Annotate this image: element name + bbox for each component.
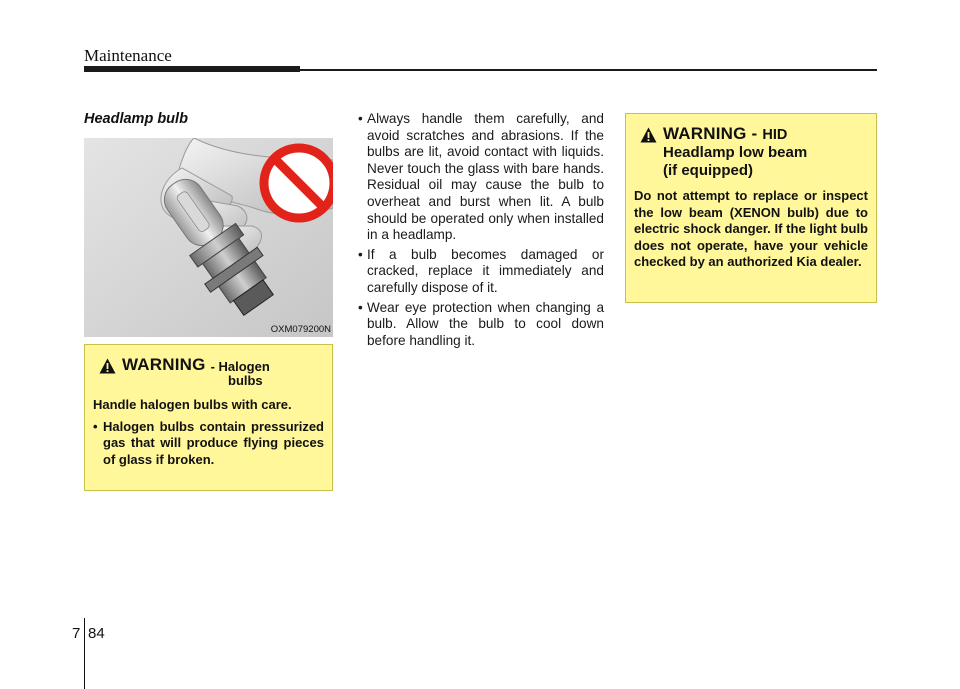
chapter-number: 7: [72, 625, 81, 642]
warning-hid-box: [625, 113, 877, 303]
list-item: • Always handle them carefully, and avoid scratches and abrasions. If the bulbs are lit, avoid contact with liquids. Never touch the glass with bare hands. Residual oil may cause the bulb to overheat and burst when lit. A bulb should be operated only when installed in a headlamp.: [358, 111, 604, 243]
list-item: • If a bulb becomes damaged or cracked, replace it immediately and carefully dispose of it.: [358, 246, 604, 295]
warning-halogen-header: [93, 355, 324, 375]
warning-hid-title-line2: Headlamp low beam: [663, 144, 808, 161]
photo-code: OXM079200N: [270, 324, 331, 335]
warning-halogen-bullet-text: Halogen bulbs contain pressurized gas that will produce flying pieces of glass if broken.: [103, 418, 324, 467]
warning-triangle-icon: [99, 358, 116, 374]
warning-halogen-bullet: • Halogen bulbs contain pressurized gas that will produce flying pieces of glass if broken.: [93, 418, 324, 467]
warning-hid-title-line3: (if equipped): [663, 162, 753, 179]
hand-holding-bulb-illustration: [84, 138, 333, 337]
bulb-handling-list: [355, 111, 604, 352]
warning-hid-title-suffix: HID: [762, 127, 788, 143]
warning-word: WARNING: [122, 355, 206, 374]
page-number-rule: [84, 618, 85, 689]
warning-hid-header: [634, 124, 868, 144]
list-item: • Wear eye protection when changing a bulb. Allow the bulb to cool down before handling it.: [358, 299, 604, 348]
section-title: Headlamp bulb: [84, 111, 188, 127]
warning-triangle-icon: [640, 127, 657, 143]
warning-hid-text: Do not attempt to replace or inspect the low beam (XENON bulb) due to electric shock danger. If the light bulb does not operate, have your vehicle checked by an authorized Kia dealer.: [634, 188, 868, 269]
page-header-title: Maintenance: [84, 46, 172, 65]
prohibition-sign-icon: [264, 148, 333, 218]
warning-word: WARNING -: [663, 124, 758, 143]
warning-halogen-box: [84, 344, 333, 491]
page-number: 84: [88, 625, 105, 642]
warning-halogen-subtitle: - Halogen: [210, 359, 270, 374]
warning-halogen-subtitle-2: bulbs: [228, 373, 263, 388]
headlamp-bulb-photo: [84, 138, 333, 337]
warning-halogen-text: Handle halogen bulbs with care.: [93, 397, 292, 412]
header-rule-thin: [300, 69, 877, 71]
header-rule-thick: [84, 66, 300, 72]
